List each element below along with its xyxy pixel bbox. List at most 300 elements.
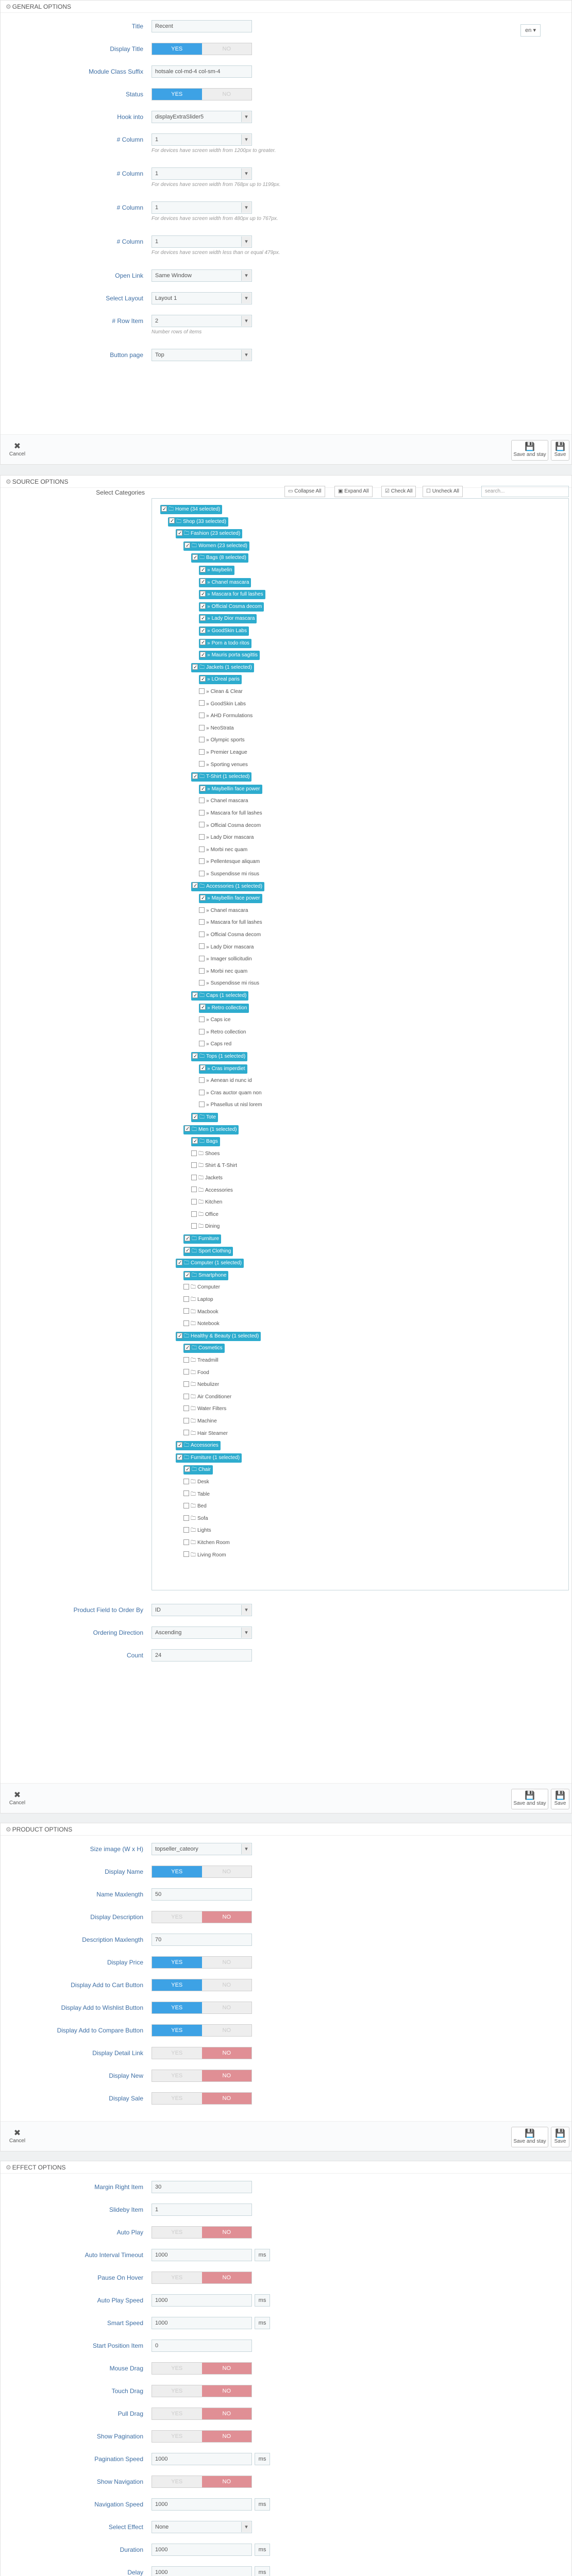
open-link-select[interactable]: Same Window ▾ (152, 269, 252, 282)
checkbox[interactable] (191, 1150, 197, 1156)
tree-node[interactable] (183, 1271, 228, 1280)
tree-node[interactable] (183, 1502, 207, 1511)
form-row (1, 349, 571, 371)
checkbox[interactable] (200, 1004, 206, 1010)
checkbox[interactable] (200, 603, 206, 609)
display-add-to-wishlist-button-switch[interactable] (152, 2002, 252, 2014)
tree-node[interactable] (199, 748, 247, 757)
tree-node-label: NeoStrata (210, 725, 234, 731)
arrow-icon: » (206, 980, 209, 987)
checkbox[interactable] (183, 1490, 189, 1496)
button-page-select[interactable]: Top ▾ (152, 349, 252, 361)
tree-node-label: T-Shirt (1 selected) (206, 774, 250, 780)
cancel-button[interactable]: ✖ Cancel (6, 2127, 29, 2147)
duration-input[interactable]: 1000 (152, 2544, 252, 2556)
checkbox[interactable] (183, 1515, 189, 1521)
checkbox[interactable] (183, 1296, 189, 1302)
switch-yes[interactable]: YES (152, 2002, 202, 2013)
arrow-icon: » (206, 725, 209, 731)
checkbox[interactable] (183, 1357, 189, 1363)
checkbox[interactable] (191, 1175, 197, 1180)
switch-no[interactable]: NO (202, 43, 252, 55)
mouse-drag-switch[interactable] (152, 2362, 252, 2375)
display-new-switch[interactable] (152, 2070, 252, 2082)
tree-node[interactable] (183, 1393, 231, 1402)
tree-node[interactable] (199, 930, 261, 940)
folder-icon: 🗀 (184, 1454, 189, 1461)
select-layout-select[interactable]: Layout 1 ▾ (152, 292, 252, 304)
checkbox[interactable] (192, 773, 198, 779)
checkbox[interactable] (199, 688, 205, 694)
tree-node[interactable] (183, 1283, 220, 1292)
switch-no[interactable]: NO (202, 2408, 252, 2419)
checkbox[interactable] (184, 1247, 190, 1253)
checkbox[interactable] (183, 1320, 189, 1326)
folder-icon: 🗀 (191, 1382, 196, 1388)
form-row (1, 2476, 571, 2498)
checkbox[interactable] (183, 1308, 189, 1314)
checkbox[interactable] (183, 1527, 189, 1533)
tree-node[interactable] (191, 1222, 220, 1231)
tree-node[interactable] (168, 517, 228, 527)
tree-node[interactable] (199, 1064, 247, 1074)
checkbox[interactable] (184, 1235, 190, 1241)
checkbox[interactable] (192, 883, 198, 888)
checkbox[interactable] (199, 1041, 205, 1046)
arrow-icon: » (206, 689, 209, 694)
switch-yes[interactable]: YES (152, 2047, 202, 2059)
tree-node[interactable] (176, 529, 242, 538)
tree-node[interactable] (191, 1161, 237, 1171)
checkbox[interactable] (183, 1551, 189, 1557)
show-pagination-switch[interactable] (152, 2430, 252, 2443)
checkbox[interactable] (199, 810, 205, 816)
switch-no[interactable]: NO (202, 1979, 252, 1991)
switch-no[interactable]: NO (202, 2070, 252, 2081)
tree-node[interactable] (183, 1380, 219, 1389)
control-wrap (152, 1649, 252, 1662)
tree-node[interactable] (199, 857, 260, 867)
checkbox[interactable] (192, 664, 198, 670)
tree-node[interactable] (199, 1089, 262, 1098)
tree-node[interactable] (199, 979, 259, 988)
tree-node[interactable] (199, 967, 247, 976)
display-name-switch[interactable] (152, 1866, 252, 1878)
checkbox[interactable] (200, 786, 206, 791)
tree-node[interactable] (199, 785, 262, 794)
cancel-button[interactable]: ✖ Cancel (6, 440, 29, 461)
switch-yes[interactable]: YES (152, 2476, 202, 2487)
switch-yes[interactable]: YES (152, 2408, 202, 2419)
status-switch[interactable] (152, 88, 252, 100)
start-position-item-input[interactable]: 0 (152, 2340, 252, 2352)
switch-yes[interactable]: YES (152, 2363, 202, 2374)
size-image-w-x-h-label: Size image (W x H) (90, 1845, 143, 1853)
checkbox[interactable] (200, 676, 206, 682)
checkbox[interactable] (199, 931, 205, 937)
title-input[interactable]: Recent (152, 20, 252, 32)
tree-node[interactable] (199, 870, 259, 879)
tree-node[interactable] (191, 772, 251, 782)
checkbox[interactable] (191, 1223, 197, 1229)
checkbox[interactable] (199, 713, 205, 718)
tree-node[interactable] (199, 1040, 231, 1049)
tree-node[interactable] (199, 602, 264, 612)
switch-yes[interactable]: YES (152, 2070, 202, 2081)
display-price-switch[interactable] (152, 1956, 252, 1969)
tree-node[interactable] (199, 675, 242, 684)
checkbox[interactable] (199, 956, 205, 961)
checkbox[interactable] (199, 761, 205, 767)
tree-node[interactable] (183, 1319, 220, 1329)
checkbox[interactable] (191, 1162, 197, 1168)
display-add-to-compare-button-label: Display Add to Compare Button (57, 2027, 143, 2034)
display-sale-switch[interactable] (152, 2092, 252, 2105)
navigation-speed-input[interactable]: 1000 (152, 2498, 252, 2511)
switch-no[interactable]: NO (202, 2385, 252, 2397)
checkbox[interactable] (200, 615, 206, 621)
ordering-direction-select[interactable]: Ascending ▾ (152, 1626, 252, 1639)
checkbox[interactable] (199, 846, 205, 852)
tree-node[interactable] (191, 663, 254, 672)
checkbox[interactable] (183, 1284, 189, 1290)
tree-node[interactable] (199, 906, 248, 916)
control-wrap (152, 2498, 266, 2511)
tree-node[interactable] (199, 809, 262, 818)
size-image-w-x-h-select[interactable]: topseller_cateory ▾ (152, 1843, 252, 1855)
tree-node[interactable] (183, 1490, 210, 1499)
panel-footer (1, 434, 571, 464)
checkbox[interactable] (200, 1065, 206, 1071)
display-add-to-compare-button-switch[interactable] (152, 2024, 252, 2037)
switch-yes[interactable]: YES (152, 2272, 202, 2283)
tree-node[interactable] (199, 639, 251, 648)
switch-no[interactable]: NO (202, 1957, 252, 1968)
checkbox[interactable] (184, 1466, 190, 1472)
margin-right-item-input[interactable]: 30 (152, 2181, 252, 2193)
auto-play-switch[interactable] (152, 2226, 252, 2239)
pagination-speed-input[interactable]: 1000 (152, 2453, 252, 2465)
checkbox[interactable] (199, 725, 205, 731)
collapse-all-button[interactable]: ▭ Collapse All (284, 486, 325, 497)
tree-node[interactable] (183, 1368, 209, 1378)
tree-node[interactable] (191, 1186, 233, 1195)
display-add-to-cart-button-switch[interactable] (152, 1979, 252, 1991)
count-input[interactable]: 24 (152, 1649, 252, 1662)
name-maxlength-input[interactable]: 50 (152, 1888, 252, 1901)
checkbox[interactable] (191, 1187, 197, 1192)
switch-no[interactable]: NO (202, 2093, 252, 2104)
tree-node[interactable] (176, 1332, 261, 1341)
tree-node[interactable] (183, 1247, 233, 1256)
checkbox[interactable] (183, 1430, 189, 1435)
checkbox[interactable] (183, 1394, 189, 1399)
checkbox[interactable] (199, 907, 205, 913)
checkbox[interactable] (192, 554, 198, 560)
tree-node[interactable] (199, 943, 254, 952)
checkbox[interactable] (169, 518, 175, 523)
switch-no[interactable]: NO (202, 1911, 252, 1923)
tree-node[interactable] (183, 1344, 225, 1353)
tree-node[interactable] (176, 1441, 221, 1450)
tree-node[interactable] (191, 1174, 223, 1183)
tree-node[interactable] (176, 1259, 244, 1268)
tree-node[interactable] (199, 760, 248, 770)
checkbox[interactable] (199, 858, 205, 864)
touch-drag-switch[interactable] (152, 2385, 252, 2397)
switch-no[interactable]: NO (202, 2431, 252, 2442)
tree-node[interactable] (183, 1308, 218, 1317)
tree-node[interactable] (199, 1076, 252, 1086)
checkbox[interactable] (191, 1211, 197, 1217)
expand-all-button[interactable]: ▣ Expand All (334, 486, 373, 497)
pull-drag-switch[interactable] (152, 2408, 252, 2420)
checkbox[interactable] (161, 506, 167, 512)
checkbox[interactable] (200, 628, 206, 633)
auto-play-speed-input[interactable]: 1000 (152, 2294, 252, 2307)
tree-node[interactable] (199, 845, 247, 855)
checkbox[interactable] (184, 543, 190, 548)
tree-node[interactable] (183, 1234, 221, 1244)
display-detail-link-switch[interactable] (152, 2047, 252, 2059)
checkbox[interactable] (199, 871, 205, 876)
tree-node[interactable] (199, 1100, 262, 1110)
switch-no[interactable]: NO (202, 2476, 252, 2487)
tree-node-label: Suspendisse mi risus (210, 871, 260, 877)
save-button[interactable]: 💾 Save (551, 2127, 569, 2147)
checkbox[interactable] (183, 1369, 189, 1375)
tree-node[interactable] (199, 687, 243, 697)
save-and-stay-button[interactable]: 💾 Save and stay (511, 440, 548, 461)
column-select[interactable]: 1 ▾ (152, 235, 252, 248)
checkbox[interactable] (199, 968, 205, 974)
tree-node[interactable] (183, 1356, 218, 1365)
tree-node-label: Phasellus ut nisl lorem (210, 1102, 262, 1108)
checkbox[interactable] (183, 1405, 189, 1411)
tree-node[interactable] (199, 833, 254, 842)
switch-yes[interactable]: YES (152, 2227, 202, 2238)
checkbox[interactable] (199, 798, 205, 803)
tree-node[interactable] (183, 1417, 217, 1426)
switch-no[interactable]: NO (202, 89, 252, 100)
checkbox[interactable] (184, 1345, 190, 1350)
checkbox[interactable] (192, 1138, 198, 1144)
display-add-to-cart-button-label: Display Add to Cart Button (71, 1981, 143, 1989)
tree-node[interactable] (183, 1125, 239, 1134)
switch-yes[interactable]: YES (152, 2025, 202, 2036)
tree-node[interactable] (183, 541, 249, 551)
tree-node[interactable] (199, 1004, 249, 1013)
tree-node[interactable] (191, 1210, 218, 1219)
checkbox[interactable] (183, 1418, 189, 1423)
checkbox[interactable] (200, 895, 206, 901)
checkbox[interactable] (199, 1029, 205, 1035)
checkbox[interactable] (177, 1333, 182, 1338)
save-and-stay-button[interactable]: 💾 Save and stay (511, 1789, 548, 1809)
switch-yes[interactable]: YES (152, 2385, 202, 2397)
tree-node[interactable] (191, 882, 264, 891)
switch-yes[interactable]: YES (152, 43, 202, 55)
checkbox[interactable] (199, 700, 205, 706)
tree-node[interactable] (191, 553, 248, 563)
delay-input[interactable]: 1000 (152, 2566, 252, 2576)
tree-node[interactable] (191, 1137, 220, 1146)
arrow-icon: » (206, 1090, 209, 1096)
folder-icon: 🗀 (199, 774, 205, 780)
tree-node[interactable] (183, 1538, 230, 1548)
checkbox[interactable] (199, 822, 205, 827)
checkbox[interactable] (199, 1101, 205, 1107)
switch-yes[interactable]: YES (152, 1911, 202, 1923)
checkbox[interactable] (192, 1114, 198, 1120)
tree-node[interactable] (199, 700, 246, 709)
checkbox[interactable] (199, 737, 205, 742)
language-selector[interactable]: en ▾ (520, 24, 541, 37)
switch-yes[interactable]: YES (152, 1957, 202, 1968)
checkbox[interactable] (199, 834, 205, 840)
checkbox[interactable] (199, 1016, 205, 1022)
tree-node[interactable] (199, 796, 248, 806)
switch-yes[interactable]: YES (152, 2093, 202, 2104)
column-select[interactable]: 1 ▾ (152, 201, 252, 214)
switch-no[interactable]: NO (202, 2227, 252, 2238)
tree-node[interactable] (183, 1514, 208, 1523)
tree-node[interactable] (191, 1052, 247, 1061)
description-maxlength-input[interactable]: 70 (152, 1934, 252, 1946)
tree-node[interactable] (183, 1465, 213, 1475)
tree-node[interactable] (199, 614, 257, 623)
switch-no[interactable]: NO (202, 2047, 252, 2059)
switch-yes[interactable]: YES (152, 2431, 202, 2442)
checkbox[interactable] (183, 1479, 189, 1484)
tree-node[interactable] (199, 711, 253, 721)
tree-node[interactable] (199, 651, 260, 660)
checkbox[interactable] (192, 1053, 198, 1059)
tree-node[interactable] (183, 1295, 213, 1304)
switch-no[interactable]: NO (202, 1866, 252, 1877)
tree-node[interactable] (183, 1551, 226, 1560)
tree-node-label: Bags (8 selected) (206, 555, 246, 561)
checkbox[interactable] (177, 1260, 182, 1265)
select-effect-select[interactable]: None ▾ (152, 2521, 252, 2533)
smart-speed-input[interactable]: 1000 (152, 2317, 252, 2329)
checkbox[interactable] (199, 919, 205, 925)
tree-node[interactable] (199, 578, 251, 587)
tree-node[interactable] (191, 1198, 222, 1207)
checkbox[interactable] (200, 591, 206, 597)
hook-into-select[interactable]: displayExtraSlider5 ▾ (152, 111, 252, 123)
tree-node[interactable] (183, 1478, 209, 1487)
checkbox[interactable] (199, 1077, 205, 1083)
tree-node[interactable] (199, 590, 265, 599)
uncheck-all-button[interactable]: ☐ Uncheck All (423, 486, 463, 497)
checkbox[interactable] (192, 992, 198, 998)
display-new-label: Display New (109, 2072, 143, 2079)
folder-icon: 🗀 (198, 1175, 204, 1181)
cancel-button[interactable]: ✖ Cancel (6, 1789, 29, 1809)
check-all-button[interactable]: ☑ Check All (381, 486, 416, 497)
folder-icon: 🗀 (199, 993, 205, 998)
checkbox[interactable] (200, 567, 206, 572)
slideby-item-label: Slideby Item (109, 2206, 143, 2213)
save-and-stay-button[interactable]: 💾 Save and stay (511, 2127, 548, 2147)
tree-node[interactable] (160, 505, 222, 514)
product-field-to-order-by-select[interactable]: ID ▾ (152, 1604, 252, 1616)
column-select[interactable]: 1 ▾ (152, 167, 252, 180)
checkbox[interactable] (183, 1539, 189, 1545)
tree-node[interactable] (183, 1526, 211, 1535)
show-navigation-switch[interactable] (152, 2476, 252, 2488)
tree-node[interactable] (191, 1113, 218, 1122)
checkbox[interactable] (183, 1503, 189, 1509)
checkbox[interactable] (199, 943, 205, 949)
switch-no[interactable]: NO (202, 2363, 252, 2374)
tree-node[interactable] (191, 1149, 220, 1159)
checkbox[interactable] (200, 652, 206, 657)
arrow-icon: » (206, 798, 209, 804)
switch-yes[interactable]: YES (152, 89, 202, 100)
checkbox[interactable] (200, 639, 206, 645)
checkbox[interactable] (183, 1381, 189, 1387)
tree-node[interactable] (191, 991, 248, 1001)
switch-no[interactable]: NO (202, 2272, 252, 2283)
checkbox[interactable] (200, 579, 206, 584)
module-class-suffix-input[interactable]: hotsale col-md-4 col-sm-4 (152, 65, 252, 78)
checkbox[interactable] (177, 530, 182, 536)
tree-node[interactable] (199, 724, 234, 733)
save-button[interactable]: 💾 Save (551, 1789, 569, 1809)
checkbox[interactable] (199, 749, 205, 755)
display-description-switch[interactable] (152, 1911, 252, 1923)
row-item-select[interactable]: 2 ▾ (152, 315, 252, 327)
switch-yes[interactable]: YES (152, 1979, 202, 1991)
column-select[interactable]: 1 ▾ (152, 133, 252, 146)
checkbox[interactable] (177, 1442, 182, 1448)
switch-yes[interactable]: YES (152, 1866, 202, 1877)
tree-node[interactable] (199, 1015, 230, 1025)
tree-node[interactable] (199, 918, 262, 927)
tree-node[interactable] (183, 1404, 226, 1414)
form-row (1, 111, 571, 133)
tree-node[interactable] (199, 736, 245, 745)
tree-node[interactable] (199, 821, 261, 831)
pause-on-hover-switch[interactable] (152, 2272, 252, 2284)
checkbox[interactable] (184, 1126, 190, 1131)
tree-node[interactable] (199, 566, 234, 575)
tree-node[interactable] (176, 1453, 242, 1463)
display-title-switch[interactable] (152, 43, 252, 55)
checkbox[interactable] (184, 1272, 190, 1278)
switch-no[interactable]: NO (202, 2002, 252, 2013)
slideby-item-input[interactable]: 1 (152, 2204, 252, 2216)
auto-interval-timeout-input[interactable]: 1000 (152, 2249, 252, 2261)
control-wrap (152, 2092, 252, 2105)
tree-node[interactable] (199, 1028, 246, 1037)
save-button[interactable]: 💾 Save (551, 440, 569, 461)
tree-node[interactable] (199, 955, 252, 964)
auto-interval-timeout-label: Auto Interval Timeout (85, 2251, 143, 2259)
save-icon: 💾 (525, 2129, 535, 2138)
checkbox[interactable] (191, 1199, 197, 1205)
tree-node[interactable] (183, 1429, 228, 1438)
switch-no[interactable]: NO (202, 2025, 252, 2036)
tree-search-input[interactable]: search... (481, 486, 569, 497)
checkbox[interactable] (177, 1454, 182, 1460)
checkbox[interactable] (199, 980, 205, 986)
tree-node[interactable] (199, 894, 262, 903)
tree-node[interactable] (199, 626, 249, 636)
checkbox[interactable] (199, 1090, 205, 1095)
